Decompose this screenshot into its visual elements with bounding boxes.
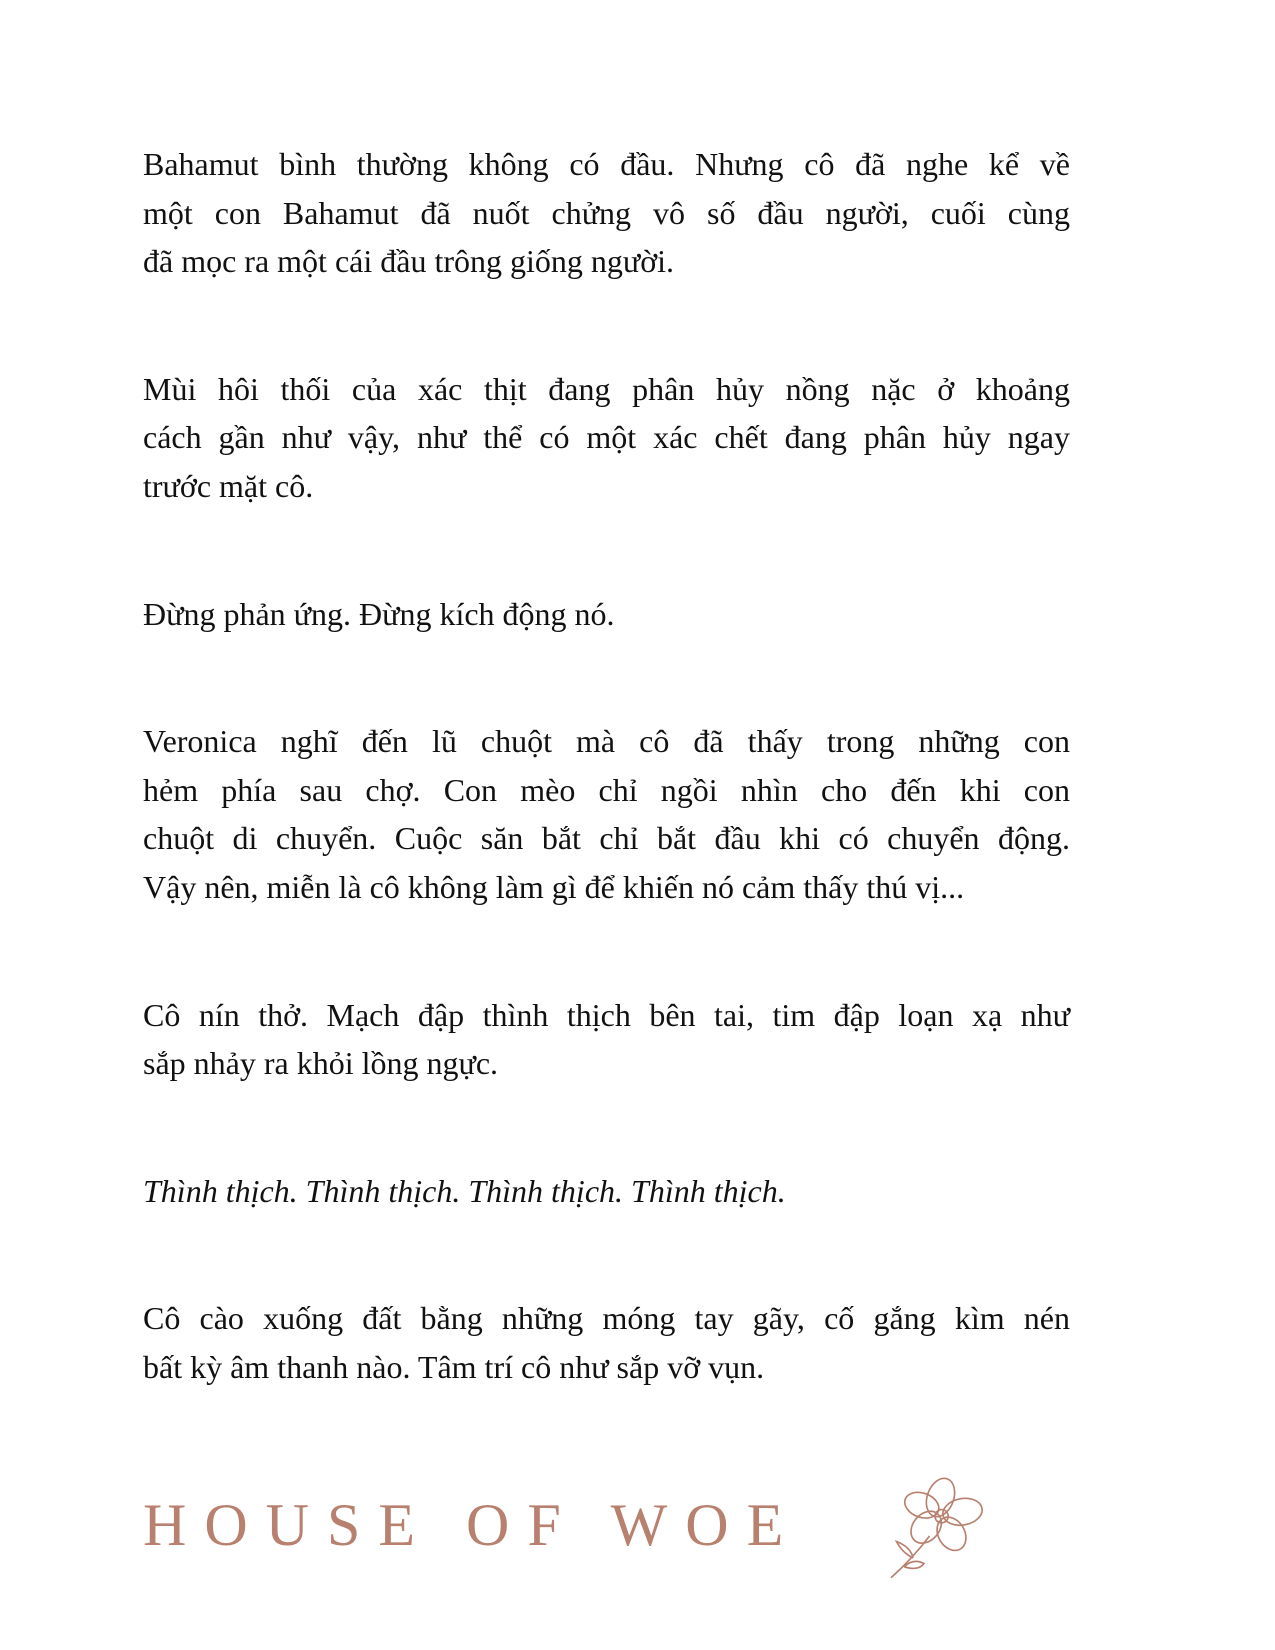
watermark: HOUSE OF WOE — [143, 1492, 802, 1558]
document-page — [143, 140, 1070, 1471]
text-line: trước mặt cô. — [143, 467, 314, 504]
text-line: Veronica nghĩ đến lũ chuột mà cô đã thấy trong những con — [143, 723, 1070, 760]
text-line: một con Bahamut đã nuốt chửng vô số đầu người, cuối cùng — [143, 194, 1070, 231]
paragraph — [143, 717, 1070, 911]
text-line: Đừng phản ứng. Đừng kích động nó. — [143, 595, 615, 632]
text-line: chuột di chuyển. Cuộc săn bắt chỉ bắt đầu khi có chuyển động. — [143, 820, 1070, 857]
text-line: Vậy nên, miễn là cô không làm gì để khiến nó cảm thấy thú vị... — [143, 868, 965, 905]
paragraph — [143, 140, 1070, 286]
text-line: đã mọc ra một cái đầu trông giống người. — [143, 243, 675, 280]
text-line: Cô cào xuống đất bằng những móng tay gãy, cố gắng kìm nén — [143, 1300, 1070, 1337]
text-line: Thình thịch. Thình thịch. Thình thịch. Thình thịch. — [143, 1172, 786, 1209]
text-line: bất kỳ âm thanh nào. Tâm trí cô như sắp vỡ vụn. — [143, 1348, 765, 1385]
flower-watermark-icon — [880, 1470, 990, 1580]
text-line: sắp nhảy ra khỏi lồng ngực. — [143, 1045, 499, 1082]
paragraph — [143, 590, 1070, 639]
text-line: cách gần như vậy, như thể có một xác chết đang phân hủy ngay — [143, 419, 1070, 456]
paragraph — [143, 991, 1070, 1088]
paragraph — [143, 1167, 1070, 1216]
paragraph — [143, 1294, 1070, 1391]
text-line: Cô nín thở. Mạch đập thình thịch bên tai, tim đập loạn xạ như — [143, 996, 1070, 1033]
paragraph — [143, 365, 1070, 511]
text-line: hẻm phía sau chợ. Con mèo chỉ ngồi nhìn cho đến khi con — [143, 771, 1070, 808]
text-line: Mùi hôi thối của xác thịt đang phân hủy nồng nặc ở khoảng — [143, 370, 1070, 407]
text-line: Bahamut bình thường không có đầu. Nhưng cô đã nghe kể về — [143, 146, 1070, 182]
